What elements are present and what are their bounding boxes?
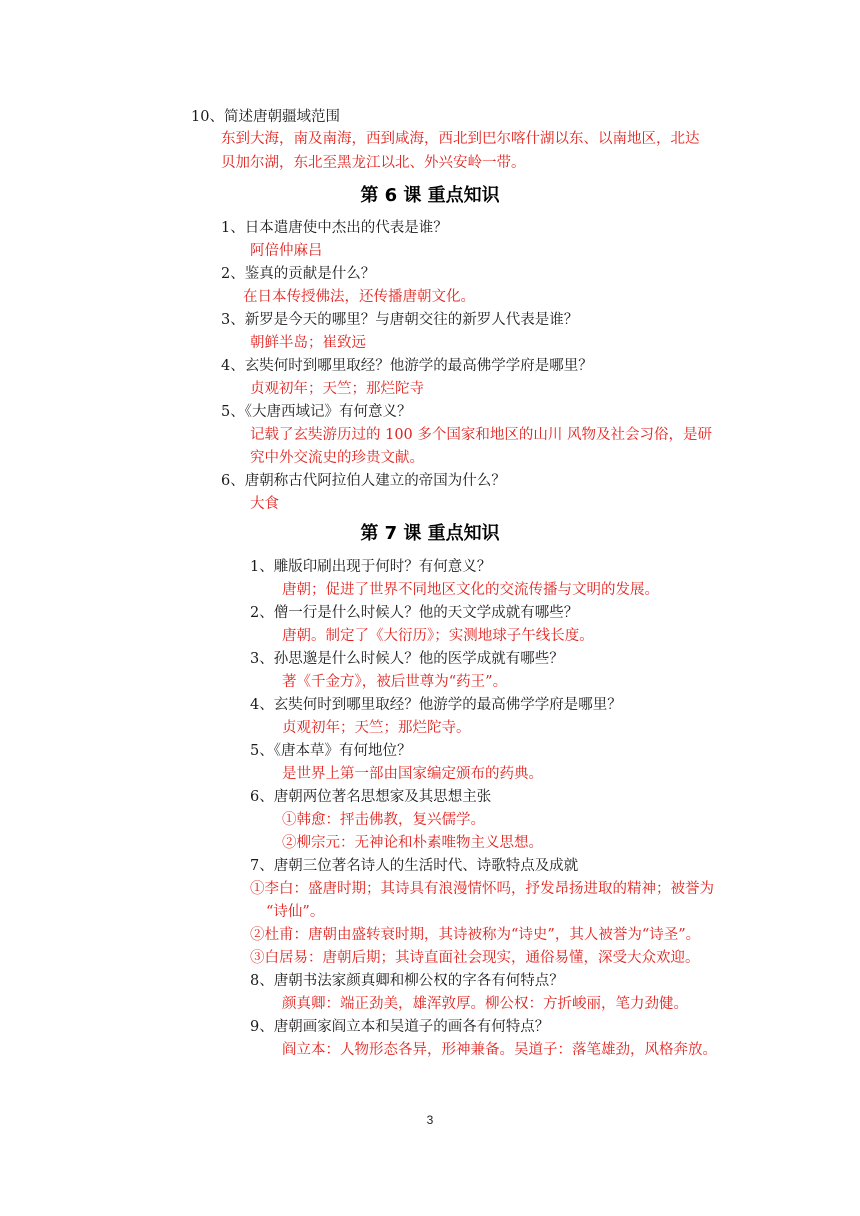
l7-question-5: 5、《唐本草》有何地位？ bbox=[250, 743, 412, 759]
lesson-6-title: 第 6 课 重点知识 bbox=[360, 185, 500, 206]
l6-answer-5-line-1: 记载了玄奘游历过的 100 多个国家和地区的山川 风物及社会习俗，是研 bbox=[250, 427, 713, 443]
l7-answer-7-line-3: ②杜甫：唐朝由盛转衰时期，其诗被称为“诗史”，其人被誉为“诗圣”。 bbox=[250, 927, 701, 943]
l7-answer-2: 唐朝。制定了《大衍历》；实测地球子午线长度。 bbox=[282, 628, 594, 644]
l7-question-9: 9、唐朝画家阎立本和吴道子的画各有何特点？ bbox=[250, 1019, 550, 1035]
l7-question-8: 8、唐朝书法家颜真卿和柳公权的字各有何特点？ bbox=[250, 973, 564, 989]
l6-answer-1: 阿倍仲麻吕 bbox=[250, 243, 323, 259]
question-10: 10、简述唐朝疆域范围 bbox=[191, 109, 340, 125]
l6-answer-4: 贞观初年；天竺；那烂陀寺 bbox=[250, 381, 424, 397]
l6-question-6: 6、唐朝称古代阿拉伯人建立的帝国为什么？ bbox=[221, 473, 506, 489]
l6-answer-3: 朝鲜半岛；崔致远 bbox=[250, 335, 366, 351]
answer-10-line-2: 贝加尔湖，东北至黑龙江以北、外兴安岭一带。 bbox=[221, 155, 526, 171]
answer-10-line-1: 东到大海，南及南海，西到咸海，西北到巴尔喀什湖以东、以南地区，北达 bbox=[221, 131, 700, 147]
l7-answer-7-line-1: ①李白：盛唐时期；其诗具有浪漫情怀吗，抒发昂扬进取的精神；被誉为 bbox=[250, 881, 714, 897]
l6-question-2: 2、鉴真的贡献是什么？ bbox=[221, 266, 376, 282]
l7-answer-8: 颜真卿：端正劲美，雄浑敦厚。柳公权：方折峻丽，笔力劲健。 bbox=[282, 996, 688, 1012]
l6-answer-6: 大食 bbox=[250, 496, 279, 512]
l7-answer-7-line-2: “诗仙”。 bbox=[266, 904, 325, 920]
l6-question-5: 5、《大唐西域记》有何意义？ bbox=[221, 404, 412, 420]
l7-answer-6-line-1: ①韩愈：抨击佛教，复兴儒学。 bbox=[282, 812, 485, 828]
l7-question-7: 7、唐朝三位著名诗人的生活时代、诗歌特点及成就 bbox=[250, 858, 579, 874]
l7-answer-6-line-2: ②柳宗元：无神论和朴素唯物主义思想。 bbox=[282, 835, 543, 851]
l7-answer-4: 贞观初年；天竺；那烂陀寺。 bbox=[282, 720, 471, 736]
l7-question-4: 4、玄奘何时到哪里取经？他游学的最高佛学学府是哪里？ bbox=[250, 697, 622, 713]
l6-question-4: 4、玄奘何时到哪里取经？他游学的最高佛学学府是哪里？ bbox=[221, 358, 593, 374]
l7-question-3: 3、孙思邈是什么时候人？他的医学成就有哪些？ bbox=[250, 651, 564, 667]
l6-question-3: 3、新罗是今天的哪里？与唐朝交往的新罗人代表是谁？ bbox=[221, 312, 579, 328]
lesson-7-title: 第 7 课 重点知识 bbox=[360, 523, 500, 544]
page-number: 3 bbox=[426, 1113, 434, 1127]
l6-question-1: 1、日本遣唐使中杰出的代表是谁？ bbox=[221, 220, 448, 236]
l7-answer-3: 著《千金方》，被后世尊为“药王”。 bbox=[282, 674, 508, 690]
l7-question-6: 6、唐朝两位著名思想家及其思想主张 bbox=[250, 789, 492, 805]
l7-answer-9: 阎立本：人物形态各异，形神兼备。吴道子：落笔雄劲，风格奔放。 bbox=[282, 1042, 717, 1058]
l7-question-2: 2、僧一行是什么时候人？他的天文学成就有哪些？ bbox=[250, 605, 579, 621]
l6-answer-5-line-2: 究中外交流史的珍贵文献。 bbox=[250, 450, 424, 466]
l7-answer-5: 是世界上第一部由国家编定颁布的药典。 bbox=[282, 766, 543, 782]
l7-answer-1: 唐朝；促进了世界不同地区文化的交流传播与文明的发展。 bbox=[282, 582, 659, 598]
l6-answer-2: 在日本传授佛法，还传播唐朝文化。 bbox=[243, 289, 475, 305]
l7-question-1: 1、雕版印刷出现于何时？有何意义？ bbox=[250, 559, 492, 575]
l7-answer-7-line-4: ③白居易：唐朝后期；其诗直面社会现实，通俗易懂，深受大众欢迎。 bbox=[250, 950, 700, 966]
